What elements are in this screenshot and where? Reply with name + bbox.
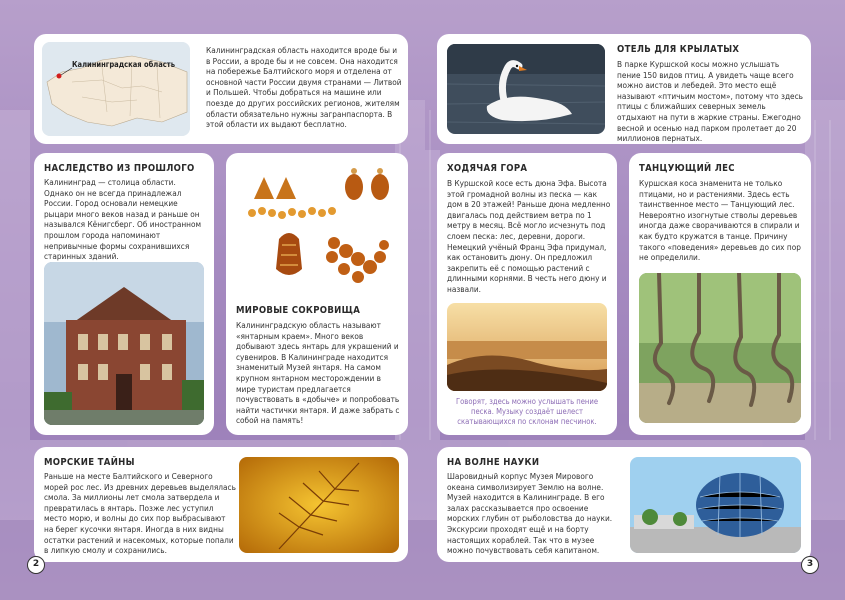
dune-text: В Куршской косе есть дюна Эфа. Высота этой громадной волны из песка — как дом в 20 этажей! Раньше дюна медленно двигалась под действием ветра по 1 метру в месяц. Всё могло исчезнуть под слоем песка: лес, деревни, дороги. Немецкий учёный Франц Эфа придумал, как остановить дюну. Он предложил закрепить её с помощью растений с длинными корнями. В честь него дюну и назвали. — [447, 178, 611, 294]
heritage-card — [34, 153, 214, 435]
science-card — [437, 447, 811, 562]
science-title: НА ВОЛНЕ НАУКИ — [447, 457, 540, 468]
forest-text: Куршская коса знаменита не только птицами, но и растениями. Здесь есть таинственное место — Танцующий лес. Невероятно изогнутые стволы деревьев иногда даже сворачиваются в спирали и как будто кружатся в танце. Причину такого «поведения» деревьев до сих пор не определили. — [639, 178, 801, 263]
museum-image — [630, 457, 801, 553]
hotel-text: В парке Куршской косы можно услышать пение 150 видов птиц. А увидеть чаще всего можно аистов и лебедей. Это место ещё называют «птичьим мостом», потому что здесь птицы с ближайших северных земель отдыхают на пути в жаркие страны. Ежегодно весной и осенью над парком пролетает до 20 миллионов пернатых. — [617, 59, 803, 144]
science-text: Шаровидный корпус Музея Мирового океана символизирует Землю на волне. Музей находится в Калининграде. В его залах рассказывается про освоение морских глубин от рыболовства до науки. Экскурсии проходят ещё и на борту настоящих кораблей. Так что в музее можно почувствовать себя капитаном. — [447, 471, 613, 556]
hotel-card — [437, 34, 811, 144]
dune-image — [447, 303, 607, 391]
secrets-text: Раньше на месте Балтийского и Северного морей рос лес. Из древних деревьев выделялась смола. За миллионы лет смола затвердела и превратилась в янтарь. Позже лес уступил место морю, и волны до сих пор выбрасывают на берег кусочки янтаря. Иногда в них видны остатки растений и насекомых, которые попали в липкую смолу и сохранились. — [44, 471, 236, 556]
treasures-card — [226, 153, 408, 435]
map-image — [42, 42, 190, 136]
intro-card — [34, 34, 408, 144]
dancing-forest-image — [639, 273, 801, 423]
amber-leaf-image — [239, 457, 399, 553]
secrets-title: МОРСКИЕ ТАЙНЫ — [44, 457, 135, 468]
swan-image — [447, 44, 605, 134]
hotel-title: ОТЕЛЬ ДЛЯ КРЫЛАТЫХ — [617, 44, 740, 55]
dune-title: ХОДЯЧАЯ ГОРА — [447, 163, 528, 174]
map-label: Калининградская область — [72, 60, 175, 69]
old-building-image — [44, 262, 204, 425]
heritage-title: НАСЛЕДСТВО ИЗ ПРОШЛОГО — [44, 163, 195, 174]
forest-card — [629, 153, 811, 435]
secrets-card — [34, 447, 408, 562]
intro-text: Калининградская область находится вроде бы и в России, а вроде бы и не совсем. Она находится на побережье Балтийского моря и отделена от основной части России двумя странами — Литвой и Польшей. Чтобы добраться на машине или поезде до других российских регионов, жителям области обязательно нужны загранпаспорта. В этой области их выдают бесплатно. — [206, 45, 402, 130]
heritage-text: Калининград — столица области. Однако он не всегда принадлежал России. Город основали немецкие рыцари много веков назад и раньше он назывался Кёнигсберг. Об иностранном прошлом города напоминают непривычные формы сохранившихся старинных зданий. — [44, 177, 202, 262]
russia-map-icon — [42, 42, 190, 136]
treasures-text: Калининградскую область называют «янтарным краем». Много веков добывают здесь янтарь для украшений и сувениров. В Калининграде находится знаменитый Музей янтаря. На самом крупном янтарном месторождении в мире туристам предлагается почувствовать в «добыче» и попробовать найти частички янтаря. И даже забрать с собой на память! — [236, 320, 400, 426]
page-number-right: 3 — [801, 556, 819, 574]
amber-jewelry-image — [234, 159, 400, 299]
dune-caption: Говорят, здесь можно услышать пение песка. Музыку создаёт шелест скатывающихся по склонам песчинок. — [455, 397, 599, 426]
forest-title: ТАНЦУЮЩИЙ ЛЕС — [639, 163, 735, 174]
treasures-title: МИРОВЫЕ СОКРОВИЩА — [236, 305, 361, 316]
dune-card — [437, 153, 617, 435]
page-number-left: 2 — [27, 556, 45, 574]
